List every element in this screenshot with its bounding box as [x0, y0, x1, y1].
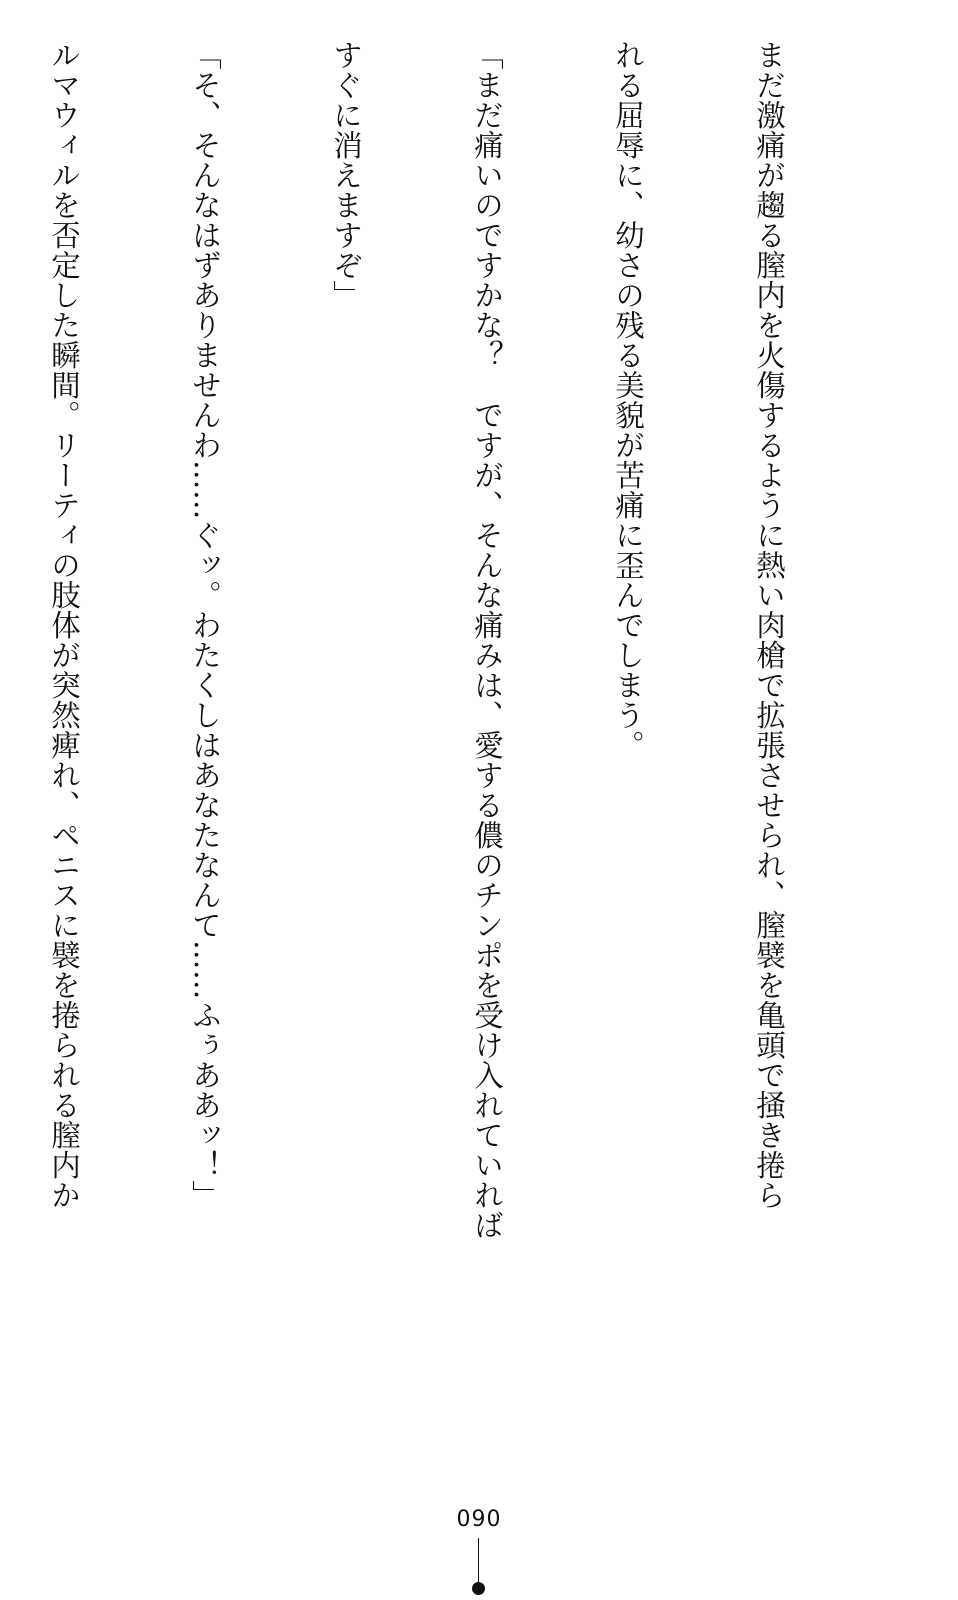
text-line: れる屈辱に、幼さの残る美貌が苦痛に歪んでしまう。	[611, 40, 645, 760]
folio-line-ornament	[478, 1538, 479, 1582]
folio-dot-ornament	[472, 1582, 485, 1595]
text-line: 「そ、そんなはずありませんわ……ぐッ。わたくしはあなたなんて……ふぅああッ！」	[188, 40, 222, 1210]
text-line: すぐに消えますぞ」	[329, 40, 363, 310]
text-line: 「まだ痛いのですかな？ ですが、そんな痛みは、愛する儂のチンポを受け入れていれば	[470, 40, 504, 1240]
text-line: ルマウィルを否定した瞬間。リーティの肢体が突然痺れ、ペニスに襞を捲られる膣内か	[47, 40, 81, 1210]
text-line: まだ激痛が趨る膣内を火傷するように熱い肉槍で拡張させられ、膣襞を亀頭で掻き捲ら	[752, 40, 786, 1210]
vertical-text-block	[0, 40, 886, 1305]
page-number: 090	[456, 1507, 502, 1532]
